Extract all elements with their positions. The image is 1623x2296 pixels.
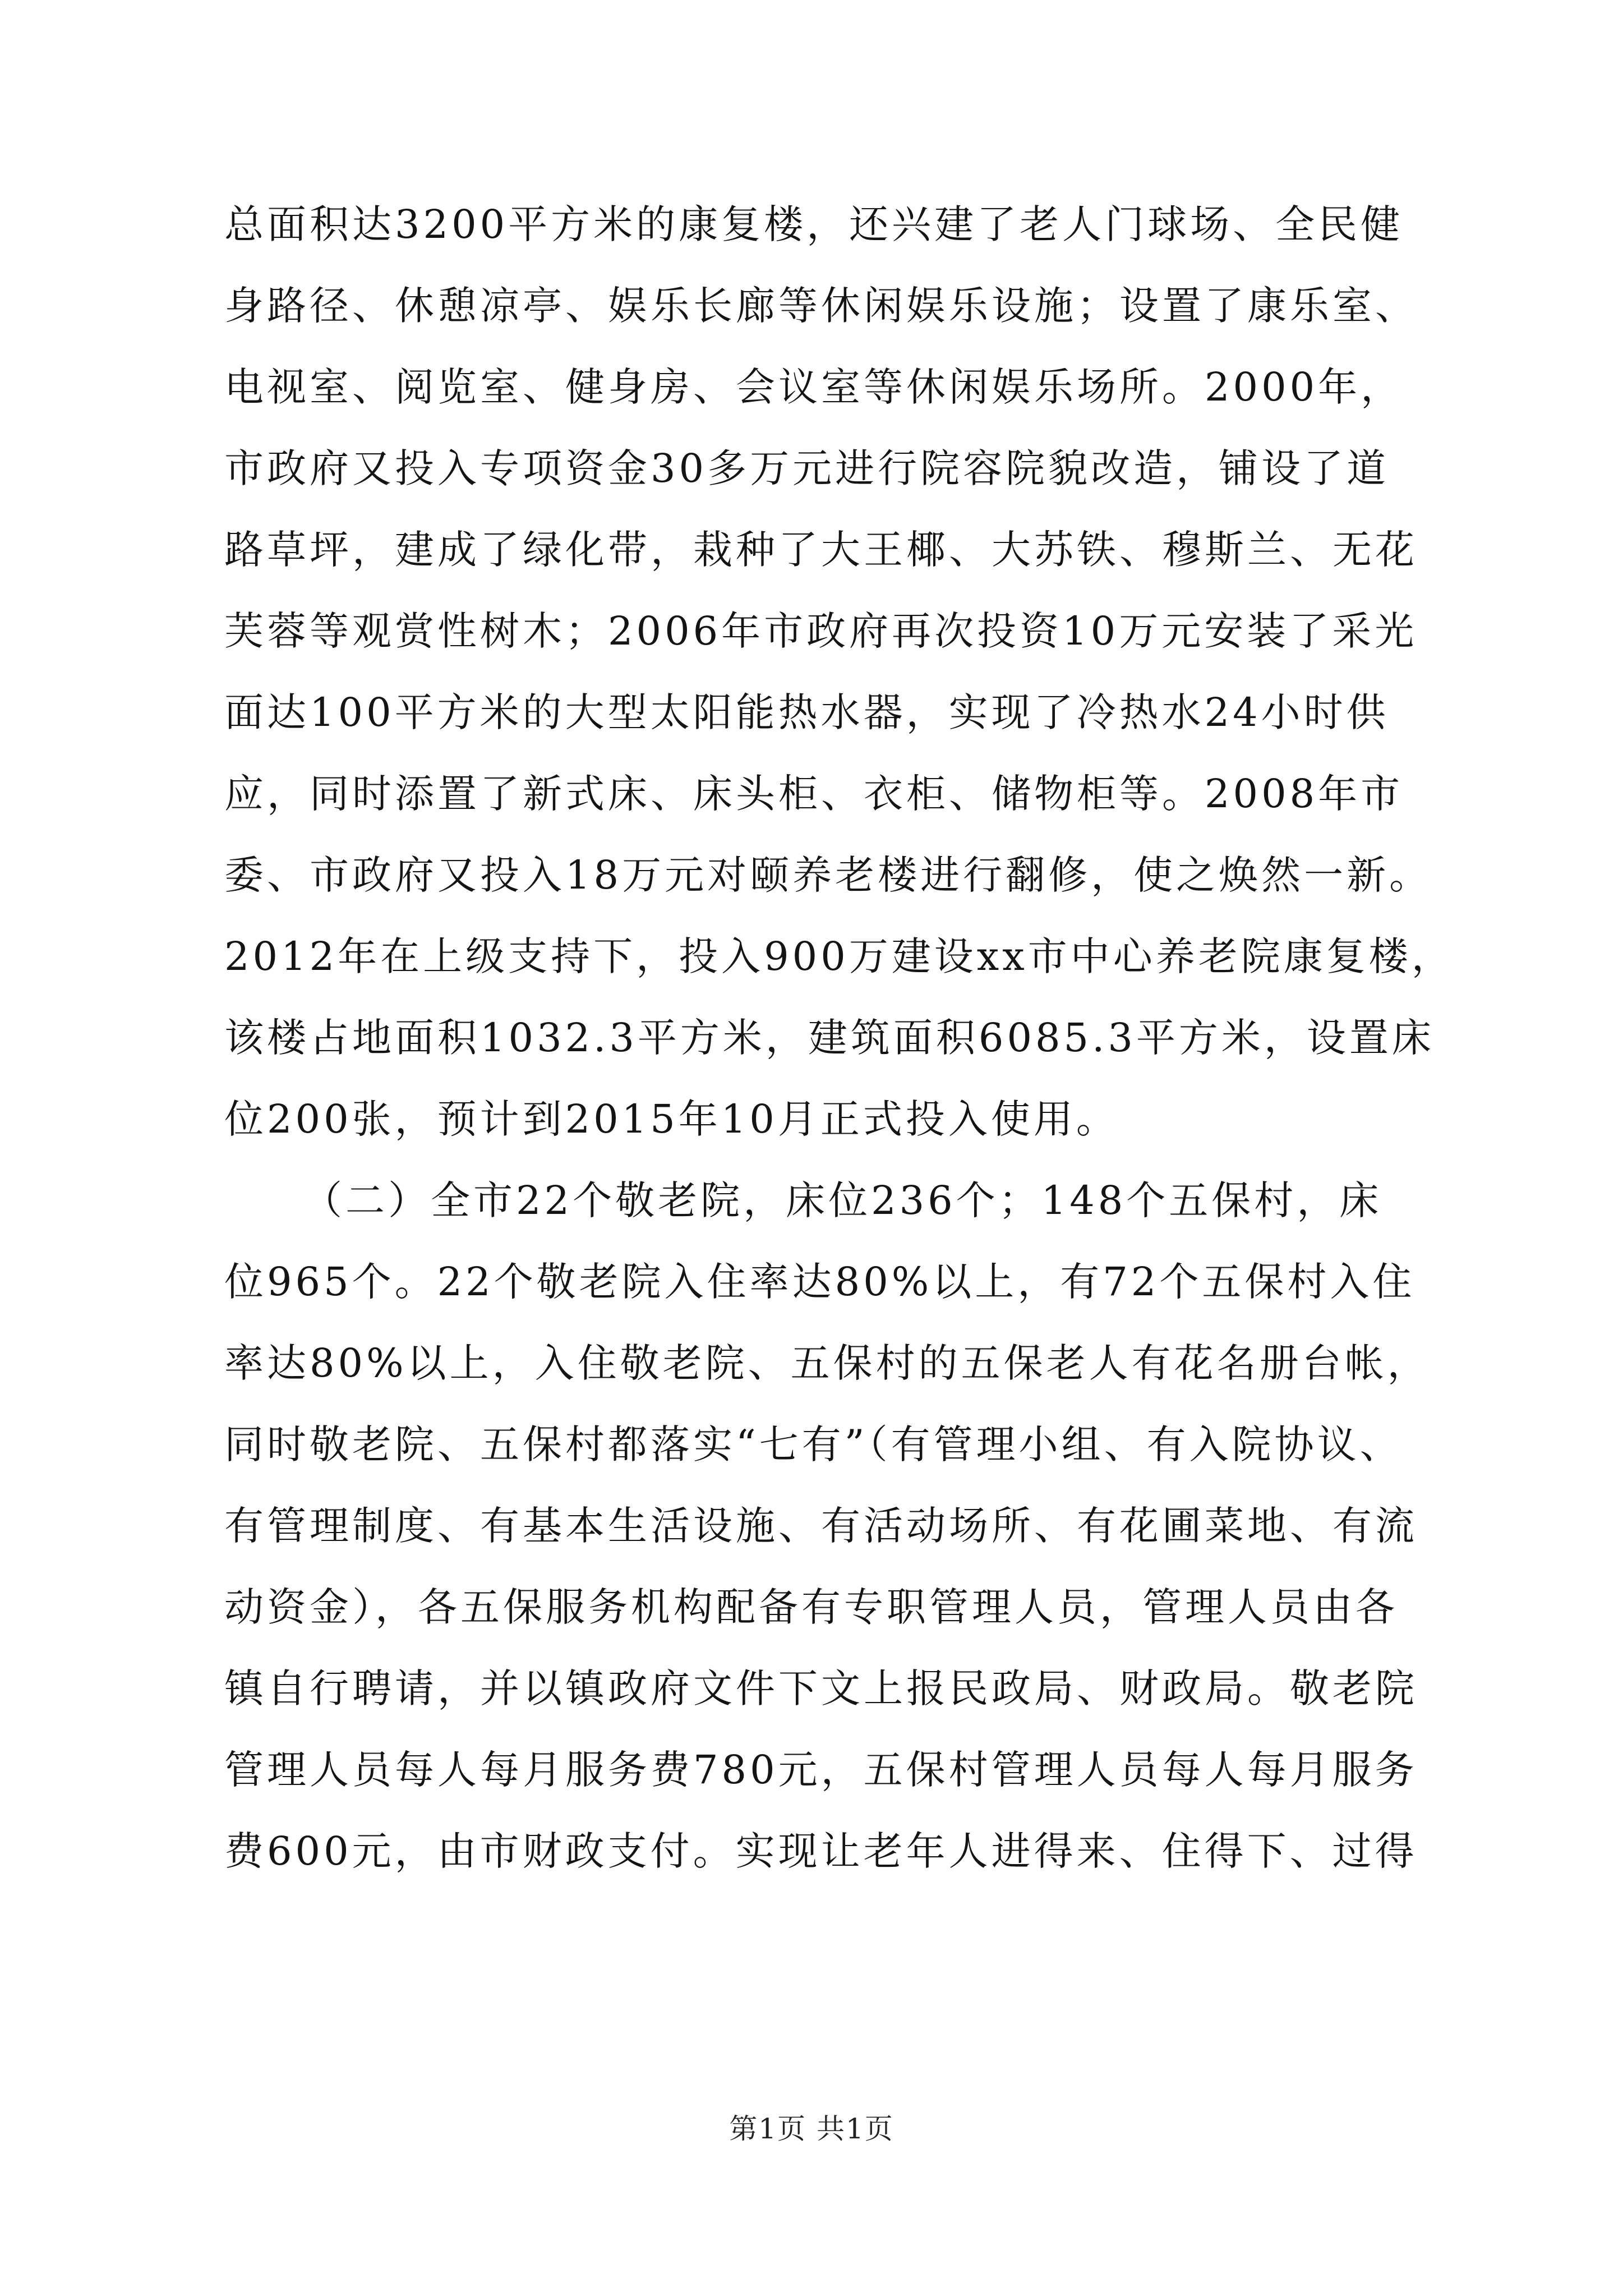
body-text-line: 应，同时添置了新式床、床头柜、衣柜、储物柜等。2008年市 (224, 771, 1404, 817)
paragraph-start-line: （二）全市22个敬老院，床位236个；148个五保村，床 (303, 1177, 1382, 1223)
body-text-line: 管理人员每人每月服务费780元，五保村管理人员每人每月服务 (224, 1747, 1418, 1793)
body-text-line: 市政府又投入专项资金30多万元进行院容院貌改造，铺设了道 (224, 445, 1390, 491)
body-text-line: 面达100平方米的大型太阳能热水器，实现了冷热水24小时供 (224, 689, 1389, 735)
body-text-line: 芙蓉等观赏性树木；2006年市政府再次投资10万元安装了采光 (224, 608, 1418, 654)
body-text-line: 该楼占地面积1032.3平方米，建筑面积6085.3平方米，设置床 (224, 1015, 1435, 1061)
body-text-line: 镇自行聘请，并以镇政府文件下文上报民政局、财政局。敬老院 (224, 1665, 1418, 1711)
body-text-line: 委、市政府又投入18万元对颐养老楼进行翻修，使之焕然一新。 (224, 852, 1432, 898)
body-text-line: 路草坪，建成了绿化带，栽种了大王椰、大苏铁、穆斯兰、无花 (224, 527, 1418, 573)
body-text-line: 电视室、阅览室、健身房、会议室等休闲娱乐场所。2000年， (224, 364, 1404, 410)
body-text-line: 有管理制度、有基本生活设施、有活动场所、有花圃菜地、有流 (224, 1503, 1418, 1549)
body-text-line: 同时敬老院、五保村都落实“七有”（有管理小组、有入院协议、 (224, 1421, 1403, 1467)
body-text-line: 总面积达3200平方米的康复楼，还兴建了老人门球场、全民健 (224, 201, 1404, 247)
body-text-line: 身路径、休憩凉亭、娱乐长廊等休闲娱乐设施；设置了康乐室、 (224, 283, 1418, 329)
body-text-line: 2012年在上级支持下，投入900万建设xx市中心养老院康复楼， (224, 933, 1454, 979)
body-text-line: 率达80%以上，入住敬老院、五保村的五保老人有花名册台帐， (224, 1340, 1430, 1386)
body-text-line: 费600元，由市财政支付。实现让老年人进得来、住得下、过得 (224, 1828, 1418, 1874)
body-text-line: 动资金），各五保服务机构配备有专职管理人员，管理人员由各 (224, 1584, 1398, 1630)
body-text-line: 位200张，预计到2015年10月正式投入使用。 (224, 1096, 1119, 1142)
page-footer: 第1页 共1页 (729, 2113, 894, 2145)
body-text-line: 位965个。22个敬老院入住率达80%以上，有72个五保村入住 (224, 1259, 1415, 1305)
